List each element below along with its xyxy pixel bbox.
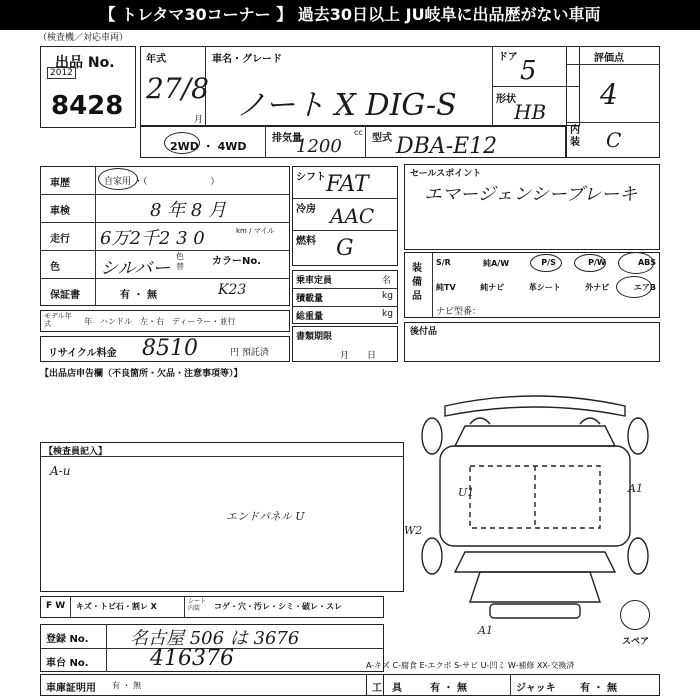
subbanner: （検査機／対応車両）	[38, 33, 129, 43]
damage-note-u1: U1	[458, 486, 475, 499]
inspector-label: 【検査員記入】	[44, 447, 108, 457]
shift-label: シフト	[296, 172, 326, 183]
recycle-unit: 円 預託済	[230, 348, 269, 358]
drive-text: 2WD ・ 4WD	[170, 140, 247, 153]
tools-value: 有 ・ 無	[430, 683, 467, 694]
banner: 【 トレタマ30コーナー 】 過去30日以上 JU岐阜に出品歴がない車両	[0, 0, 700, 30]
inspector-note1: A-u	[50, 464, 71, 478]
mileage-label: 走行	[50, 234, 70, 245]
seat-label: シート内装	[188, 598, 207, 612]
seat-value: コゲ・穴・汚レ・シミ・破レ・スレ	[214, 602, 342, 611]
mileage-unit: km / マイル	[236, 227, 275, 235]
cap-label: 乗車定員	[296, 276, 333, 286]
ps-circle	[530, 254, 562, 272]
chassis-value: 416376	[150, 646, 234, 671]
doc-value: 月 日	[340, 351, 377, 361]
eq-abs: ABS	[637, 258, 656, 267]
tools-label: 工 具	[372, 683, 402, 694]
eq-airbag: エアB	[633, 283, 656, 292]
load-unit: kg	[382, 291, 393, 301]
doors-value: 5	[520, 56, 537, 86]
displacement-unit: cc	[354, 128, 363, 137]
eq-leather: 革シート	[528, 283, 561, 292]
private-circle	[98, 168, 138, 190]
eq-ps: P/S	[541, 258, 556, 267]
year-label: 年式	[146, 54, 166, 65]
model-value: DBA-E12	[396, 134, 498, 159]
eq-navi: 純ナビ	[480, 283, 505, 292]
damage-note-a1-right: A1	[628, 482, 643, 495]
eq-ext-navi: 外ナビ	[585, 283, 610, 292]
displacement-label: 排気量	[272, 133, 302, 144]
load-label: 積載量	[296, 294, 324, 304]
shift-value: FAT	[326, 172, 369, 197]
equipment-label: 装備品	[412, 263, 422, 302]
pw-circle	[574, 254, 606, 272]
color-change: 色替	[176, 252, 184, 271]
model-year-fields: 年 ハンドル 左・右 ディーラー・並行	[84, 317, 236, 326]
selling-point-value: エマージェンシーブレーキ	[424, 184, 638, 205]
cert-value: 有 ・ 無	[112, 681, 142, 690]
name-value: ノート X DIG-S	[236, 88, 457, 123]
inspector-note2: エンドパネル U	[226, 510, 305, 523]
after-block	[404, 322, 660, 362]
year-tag: 2012	[47, 67, 76, 79]
gross-unit: kg	[382, 309, 393, 319]
eq-pw: P/W	[588, 258, 606, 267]
drive-circle	[164, 132, 200, 154]
selling-point-label: セールスポイント	[410, 169, 482, 179]
spare-label: スペア	[622, 637, 650, 647]
model-label: 型式	[372, 133, 392, 144]
interior-value: C	[606, 128, 622, 152]
color-value: シルバー	[100, 258, 171, 279]
lot-number-box	[40, 46, 136, 128]
colorno-label: カラーNo.	[212, 256, 262, 267]
ac-value: AAC	[330, 204, 375, 228]
cert-label: 車庫証明用	[46, 683, 96, 694]
damage-note-a1-front: A1	[478, 624, 493, 637]
color-label: 色	[50, 262, 60, 273]
history-value: 自家用 ・（ ）	[104, 177, 220, 187]
eq-tv: 純TV	[436, 283, 456, 292]
legend: A-キズ C-腐食 E-エクボ S-サビ U-凹ミ W-補修 XX-交換済	[366, 661, 575, 670]
score-value: 4	[600, 78, 618, 111]
gross-label: 総重量	[296, 312, 324, 322]
abs-circle	[618, 252, 654, 274]
spare-tire-icon	[620, 600, 650, 630]
chassis-label: 車台 No.	[46, 658, 89, 669]
damage-note-w2: W2	[404, 524, 423, 537]
reg-value: 名古屋 506 は 3676	[130, 628, 300, 649]
seller-notes-label: 【出品店申告欄（不良箇所・欠品・注意事項等）】	[40, 369, 243, 379]
jack-value: 有 ・ 無	[580, 683, 617, 694]
fuel-value: G	[336, 236, 354, 261]
doors-label: ドア	[498, 52, 518, 63]
year-unit: 月	[194, 115, 204, 125]
warranty-value: 有 ・ 無	[120, 290, 157, 301]
shape-value: HB	[514, 100, 547, 124]
fw-value: キズ・トビ石・割レ X	[76, 602, 157, 611]
navi-label: ナビ型番：	[436, 307, 482, 317]
warranty-label: 保証書	[50, 290, 80, 301]
name-label: 車名・グレード	[212, 54, 282, 65]
jack-label: ジャッキ	[516, 683, 556, 694]
recycle-label: リサイクル料金	[48, 348, 117, 359]
mileage-value: 6万2千2 3 0	[100, 228, 205, 249]
recycle-value: 8510	[142, 336, 198, 361]
displacement-value: 1200	[296, 136, 342, 157]
inspector-block	[40, 442, 404, 592]
after-label: 後付品	[410, 327, 438, 337]
inspection-label: 車検	[50, 206, 70, 217]
eq-sr: S/R	[436, 258, 451, 267]
model-year-label: モデル年式	[44, 312, 72, 328]
lot-number-title: 出品 No.	[55, 55, 115, 71]
colorno-value: K23	[218, 282, 247, 298]
eq-aw: 純A/W	[483, 259, 510, 268]
cap-unit: 名	[382, 276, 392, 286]
fuel-label: 燃料	[296, 236, 316, 247]
year-value: 27/8	[146, 72, 209, 105]
score-label: 評価点	[594, 53, 624, 64]
doc-label: 書類期限	[296, 332, 333, 342]
reg-label: 登録 No.	[46, 634, 89, 645]
shape-label: 形状	[496, 94, 516, 105]
airbag-circle	[616, 276, 652, 298]
ac-label: 冷房	[296, 204, 316, 215]
inspection-value: 8 年 8 月	[150, 200, 227, 221]
history-label: 車歴	[50, 178, 70, 189]
fw-label: F W	[46, 601, 66, 611]
lot-number-value: 8428	[51, 91, 124, 121]
interior-label: 内装	[570, 125, 580, 148]
